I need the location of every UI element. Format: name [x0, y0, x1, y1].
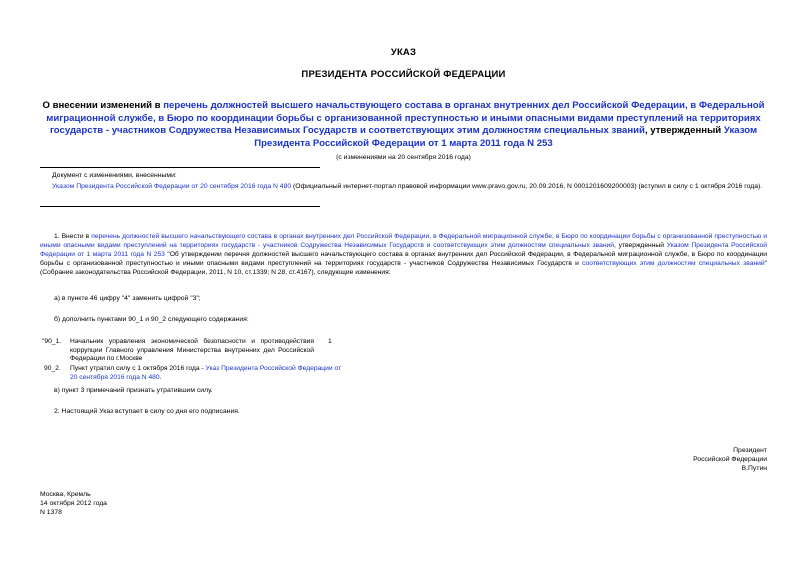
changes-box-bottom-rule: [40, 206, 320, 207]
changes-box-body: [52, 182, 770, 191]
paragraph-1: [40, 232, 767, 277]
signature-block: [693, 446, 767, 473]
table-row1-text: Начальник управления экономической безопасности и противодействия коррупции Главного управления Министерства внутренних дел Российской Федерации по г.Москве: [70, 338, 314, 363]
item-b: б) дополнить пунктами 90_1 и 90_2 следующего содержания:: [54, 316, 249, 323]
row2-prefix: Пункт утратил силу с 1 октября 2016 года -: [70, 365, 206, 372]
item-a: а) в пункте 46 цифру "4" заменить цифрой "3";: [54, 295, 201, 302]
title-middle: , утвержденный: [644, 125, 724, 137]
p1-link-ranks[interactable]: соответствующих этим должностям специальных званий: [582, 260, 765, 268]
changes-box-link[interactable]: Указом Президента Российской Федерации от 20 сентября 2016 года N 480: [52, 183, 292, 190]
decree-number: N 1378: [40, 509, 62, 516]
table-row1-number: "90_1.: [42, 338, 62, 345]
row2-suffix: .: [159, 373, 162, 381]
changes-box: [52, 171, 770, 191]
doc-type-heading: УКАЗ: [390, 47, 417, 58]
table-row1-value: 1: [328, 338, 332, 345]
changes-box-top-rule: [40, 167, 320, 168]
document-title: [40, 100, 767, 150]
p1-text-2: , утвержденный: [614, 242, 667, 250]
paragraph-2: 2. Настоящий Указ вступает в силу со дня его подписания.: [54, 408, 240, 415]
title-link-decree[interactable]: Указом Президента Российской Федерации от 1 марта 2011 года N 253: [254, 125, 758, 149]
signature-line-2: Российской Федерации: [693, 456, 767, 463]
table-row2-text: [70, 365, 342, 382]
table-row2-number: 90_2.: [44, 365, 61, 372]
p1-start: 1. Внести в: [54, 233, 92, 240]
p1-text-3: "Об утверждении перечня должностей высшего начальствующего состава в органах внутренних дел Российской Федерации, в Федеральной миграционной службе, в Бюро по координации борьбы с организованной преступностью и иными опасными видами преступлений на территориях государств - участников Содружества Независимых Государств и: [40, 251, 767, 268]
p1-link-list[interactable]: перечень должностей высшего начальствующего состава в органах внутренних дел Российской Федерации, в Федеральной миграционной службе, в Бюро по координации борьбы с организованной преступностью и иными опасными видами преступлений на территориях государств - участников Содружества Независимых Государств и соответствующих этим должностям специальных званий: [40, 233, 767, 250]
edition-note: (с изменениями на 20 сентября 2016 года): [336, 154, 471, 161]
signature-line-3: В.Путин: [741, 465, 767, 472]
signing-date: 14 октября 2012 года: [40, 500, 107, 507]
p1-text-4: " (Собрание законодательства Российской Федерации, 2011, N 10, ст.1339; N 28, ст.4167), следующие изменения:: [40, 260, 767, 277]
place-date-block: [40, 490, 107, 517]
signature-line-1: Президент: [733, 447, 767, 454]
title-prefix: О внесении изменений в: [42, 100, 164, 111]
changes-box-rest: (Официальный интернет-портал правовой информации www.pravo.gov.ru, 20.09.2016, N 0001201609200003) (вступил в силу с 1 октября 2016 года).: [291, 183, 763, 190]
signing-place: Москва, Кремль: [40, 491, 91, 498]
item-c: в) пункт 3 примечаний признать утратившим силу.: [54, 387, 213, 394]
title-link-list[interactable]: перечень должностей высшего начальствующего состава в органах внутренних дел Российской Федерации, в Федеральной миграционной службе, в Бюро по координации борьбы с организованной преступностью и иными опасными видами преступлений на территориях государств - участников Содружества Независимых Государств и соответствующих этим должностям специальных званий: [46, 100, 765, 137]
changes-box-heading: Документ с изменениями, внесенными:: [52, 172, 177, 179]
issuer-heading: ПРЕЗИДЕНТА РОССИЙСКОЙ ФЕДЕРАЦИИ: [301, 69, 506, 80]
p1-link-decree[interactable]: Указом Президента Российской Федерации от 1 марта 2011 года N 253: [40, 242, 768, 259]
row2-link[interactable]: Указ Президента Российской Федерации от 20 сентября 2016 года N 480: [70, 365, 342, 381]
